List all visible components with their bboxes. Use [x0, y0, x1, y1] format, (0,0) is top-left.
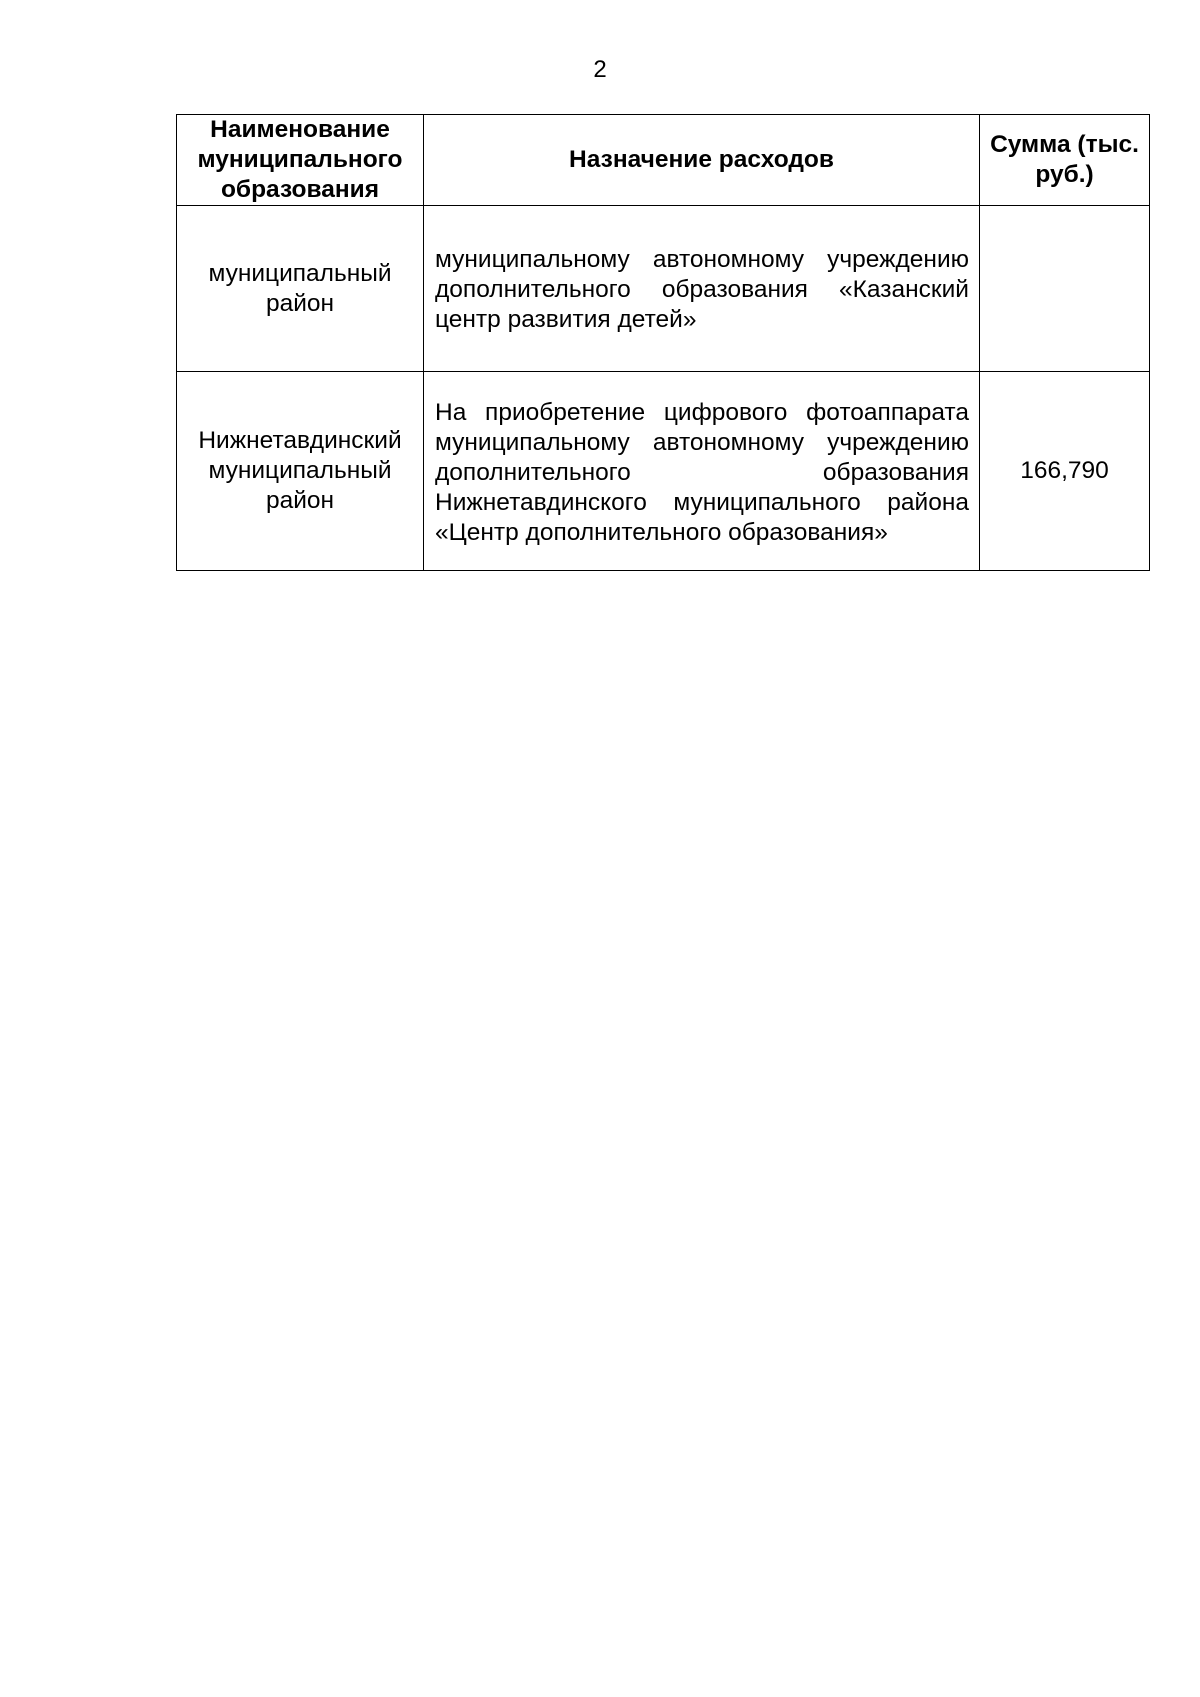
municipality-name: муниципальный район: [208, 259, 392, 317]
header-municipality-label: Наименование муниципального образования: [197, 116, 403, 203]
amount-cell: [980, 372, 1150, 571]
table-row: [177, 372, 1150, 571]
purpose-cell: [424, 206, 980, 372]
municipality-name: Нижнетавдинский муниципальный район: [198, 427, 402, 514]
purpose-text: На приобретение цифрового фотоаппарата муниципальному автономному учреждению дополнительного образования Нижнетавдинского муниципального района «Центр дополнительного образования»: [435, 399, 969, 546]
header-purpose-label: Назначение расходов: [569, 146, 834, 173]
expense-table: [176, 114, 1150, 571]
amount-value: 166,790: [1020, 457, 1109, 484]
purpose-cell: [424, 372, 980, 571]
header-municipality: [177, 115, 424, 206]
amount-cell: [980, 206, 1150, 372]
purpose-text: муниципальному автономному учреждению дополнительного образования «Казанский центр развития детей»: [435, 246, 969, 333]
municipality-cell: [177, 206, 424, 372]
table-row: [177, 206, 1150, 372]
header-amount-label: Сумма (тыс. руб.): [990, 131, 1139, 188]
page-number: 2: [593, 56, 607, 83]
header-purpose: [424, 115, 980, 206]
header-amount: [980, 115, 1150, 206]
table-header-row: [177, 115, 1150, 206]
municipality-cell: [177, 372, 424, 571]
